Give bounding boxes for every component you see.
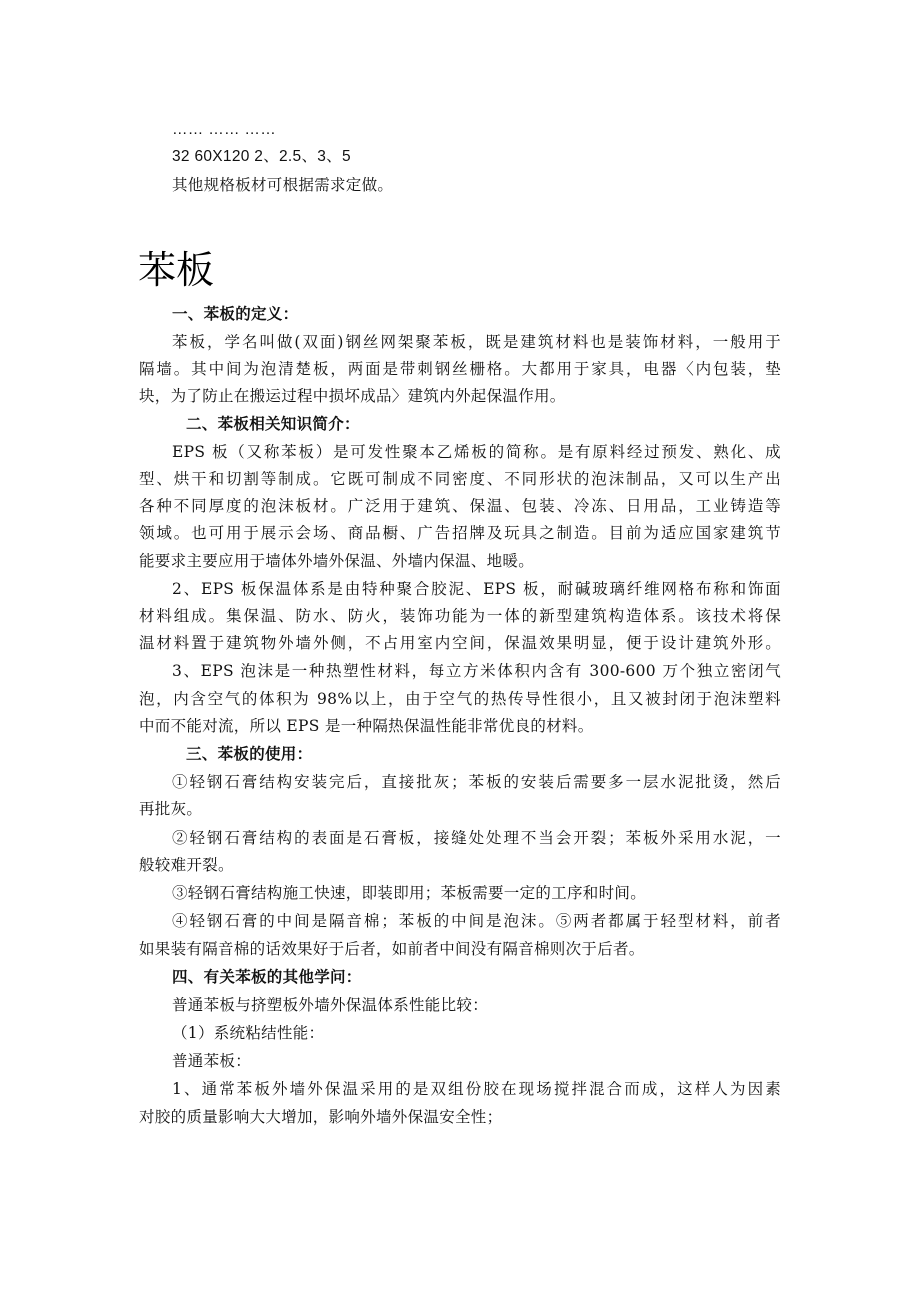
spec-line: 32 60X120 2、2.5、3、5 xyxy=(172,148,351,165)
subheading-bond: （1）系统粘结性能： xyxy=(172,1024,325,1042)
section2-p2-line: 温材料置于建筑物外墙外侧，不占用室内空间，保温效果明显，便于设计建筑外形。 xyxy=(139,634,781,652)
section2-p1-line: EPS 板（又称苯板）是可发性聚本乙烯板的简称。是有原料经过预发、熟化、成 xyxy=(172,443,781,461)
section4-heading: 四、有关苯板的其他学问： xyxy=(172,967,362,986)
section3-p1-line: 再批灰。 xyxy=(139,800,203,818)
section2-heading: 二、苯板相关知识简介： xyxy=(186,414,360,433)
comparison-line: 普通苯板与挤塑板外墙外保温体系性能比较： xyxy=(172,996,489,1014)
ellipsis-line: …… …… …… xyxy=(172,121,277,138)
section3-heading: 三、苯板的使用： xyxy=(186,744,313,763)
section2-p1-line: 各种不同厚度的泡沫板材。广泛用于建筑、保温、包装、冷冻、日用品，工业铸造等 xyxy=(139,497,781,515)
document-title: 苯板 xyxy=(138,248,215,292)
section1-line: 隔墙。其中间为泡清楚板，两面是带刺钢丝栅格。大都用于家具，电器〈内包装，垫 xyxy=(139,360,781,378)
section2-p1-line: 能要求主要应用于墙体外墙外保温、外墙内保温、地暖。 xyxy=(139,552,535,570)
section3-p2-line: ②轻钢石膏结构的表面是石膏板，接缝处处理不当会开裂；苯板外采用水泥，一 xyxy=(172,829,781,847)
section2-p2-line: 2、EPS 板保温体系是由特种聚合胶泥、EPS 板，耐碱玻璃纤维网格布称和饰面 xyxy=(172,580,781,598)
section3-p2-line: 般较难开裂。 xyxy=(139,856,234,874)
section1-line: 块，为了防止在搬运过程中损坏成品〉建筑内外起保温作用。 xyxy=(139,387,566,405)
section2-p3-line: 泡，内含空气的体积为 98%以上，由于空气的热传导性很小，且又被封闭于泡沫塑料 xyxy=(139,690,781,708)
section4-p1-line: 对胶的质量影响大大增加，影响外墙外保温安全性； xyxy=(139,1108,503,1126)
section3-p3-line: ③轻钢石膏结构施工快速，即装即用；苯板需要一定的工序和时间。 xyxy=(172,884,647,902)
section2-p3-line: 中而不能对流，所以 EPS 是一种隔热保温性能非常优良的材料。 xyxy=(139,717,594,735)
section2-p1-line: 领域。也可用于展示会场、商品橱、广告招牌及玩具之制造。目前为适应国家建筑节 xyxy=(139,524,781,542)
section2-p1-line: 型、烘干和切割等制成。它既可制成不同密度、不同形状的泡沫制品，又可以生产出 xyxy=(139,470,781,488)
section3-p4-line: ④轻钢石膏的中间是隔音棉；苯板的中间是泡沫。⑤两者都属于轻型材料，前者 xyxy=(172,912,781,930)
custom-note: 其他规格板材可根据需求定做。 xyxy=(172,176,394,194)
section3-p1-line: ①轻钢石膏结构安装完后，直接批灰；苯板的安装后需要多一层水泥批烫，然后 xyxy=(172,773,781,791)
section4-p1-line: 1、通常苯板外墙外保温采用的是双组份胶在现场搅拌混合而成，这样人为因素 xyxy=(172,1080,781,1098)
section2-p2-line: 材料组成。集保温、防水、防火，装饰功能为一体的新型建筑构造体系。该技术将保 xyxy=(139,607,781,625)
section1-heading: 一、苯板的定义： xyxy=(172,304,299,323)
section3-p4-line: 如果装有隔音棉的话效果好于后者，如前者中间没有隔音棉则次于后者。 xyxy=(139,940,645,958)
subheading-ordinary-board: 普通苯板： xyxy=(172,1052,252,1070)
section1-line: 苯板，学名叫做(双面)钢丝网架聚苯板，既是建筑材料也是装饰材料，一般用于 xyxy=(172,333,781,351)
section2-p3-line: 3、EPS 泡沫是一种热塑性材料，每立方米体积内含有 300-600 万个独立密闭气 xyxy=(172,662,781,680)
